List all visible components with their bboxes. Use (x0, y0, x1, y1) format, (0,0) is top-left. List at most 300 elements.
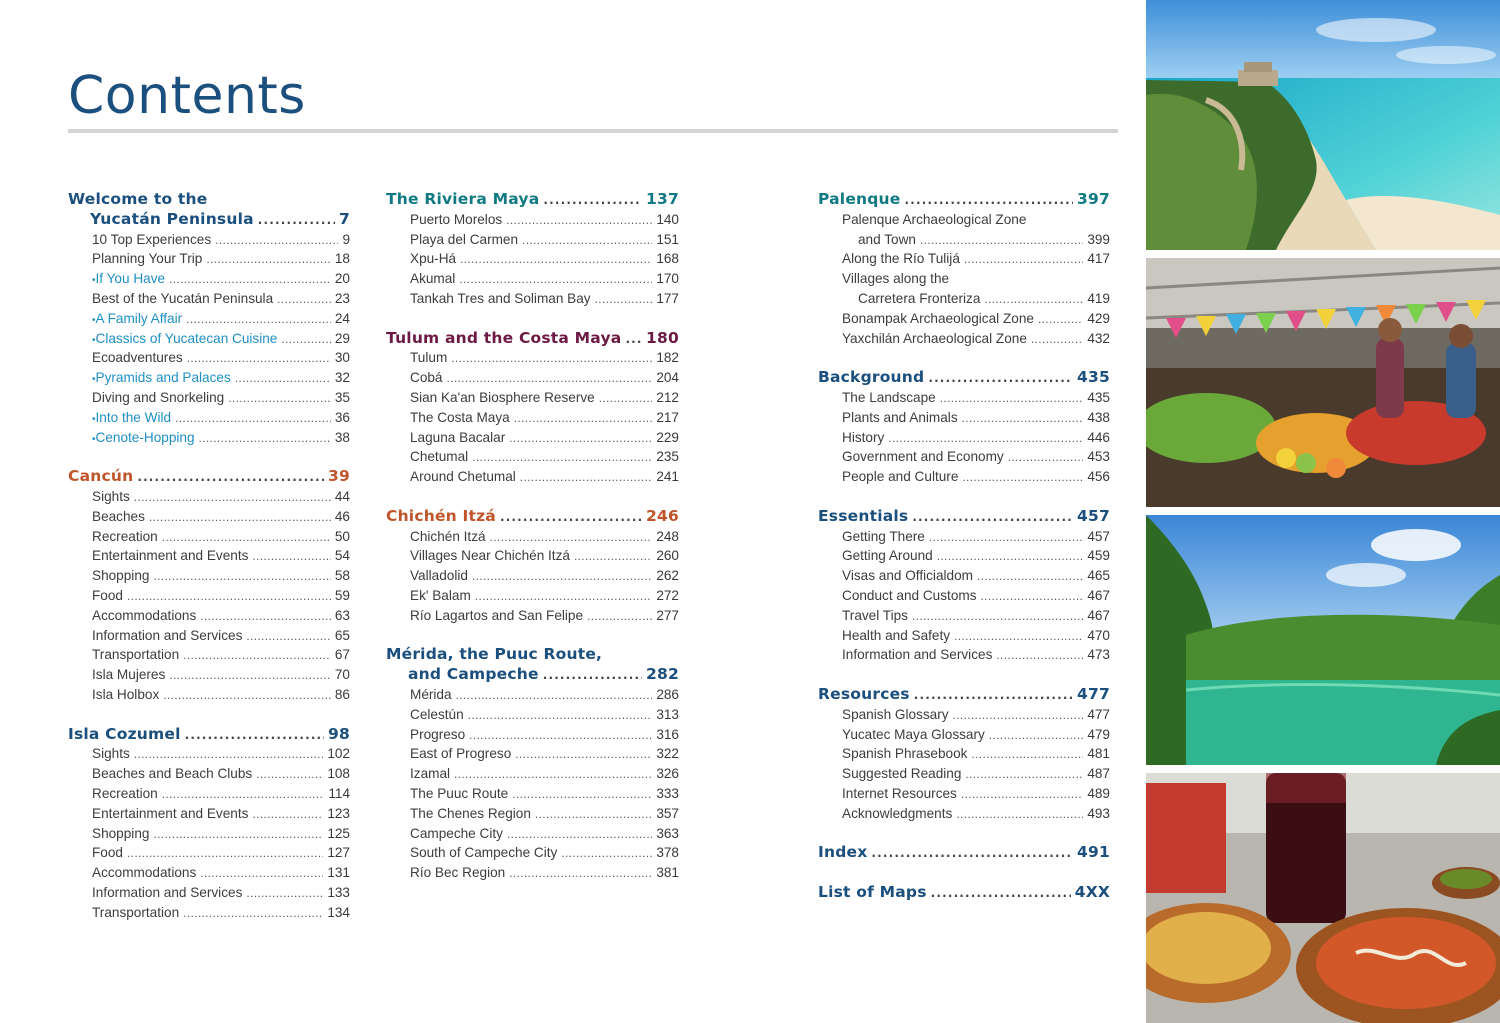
page-number: 46 (334, 508, 350, 524)
toc-entry[interactable] (818, 586, 1110, 606)
page-number: 399 (1087, 231, 1110, 247)
toc-column-3 (818, 190, 1110, 922)
dot-leader (971, 745, 1083, 765)
toc-entry[interactable] (386, 863, 679, 883)
toc-entry[interactable] (386, 368, 679, 388)
page-number: 168 (656, 251, 679, 267)
toc-entry[interactable] (818, 447, 1110, 467)
dot-leader (277, 290, 331, 310)
toc-entry[interactable] (68, 784, 350, 804)
page-number: 63 (334, 607, 350, 623)
dot-leader (535, 805, 652, 825)
section-title: Essentials (818, 506, 909, 525)
entry-label: Yucatec Maya Glossary (842, 726, 985, 742)
dot-leader (472, 567, 652, 587)
toc-entry[interactable] (68, 764, 350, 784)
dot-leader (235, 369, 331, 389)
entry-label: Around Chetumal (410, 469, 516, 485)
entry-label: Entertainment and Events (92, 548, 249, 564)
toc-entry[interactable] (818, 527, 1110, 547)
section-title: Background (818, 368, 925, 387)
entry-label: Valladolid (410, 568, 468, 584)
entry-label: Spanish Glossary (842, 706, 949, 722)
toc-feature-entry[interactable] (68, 309, 350, 329)
toc-section (818, 685, 1110, 824)
dot-leader (962, 409, 1084, 429)
toc-entry[interactable] (818, 744, 1110, 764)
dot-leader (1008, 448, 1084, 468)
page-number: 316 (656, 726, 679, 742)
entry-label: Conduct and Customs (842, 587, 977, 603)
toc-entry[interactable] (818, 784, 1110, 804)
dot-leader (587, 607, 652, 627)
entry-label: Chichén Itzá (410, 528, 486, 544)
mercado-market-photo (1146, 258, 1500, 507)
page-number: 39 (328, 467, 350, 486)
toc-entry[interactable] (68, 843, 350, 863)
page-number: 30 (334, 350, 350, 366)
toc-entry[interactable] (386, 586, 679, 606)
page-number: 58 (334, 568, 350, 584)
page-number: 481 (1087, 746, 1110, 762)
page-number: 23 (334, 290, 350, 306)
toc-entry[interactable] (386, 725, 679, 745)
toc-entry[interactable] (818, 249, 1110, 269)
entry-label: The Landscape (842, 389, 936, 405)
entry-label: The Puuc Route (410, 785, 509, 801)
entry-label: Palenque Archaeological Zone (842, 211, 1027, 227)
entry-label: If You Have (95, 271, 166, 287)
page-number: 272 (656, 587, 679, 603)
toc-entry[interactable] (818, 725, 1110, 745)
toc-section (818, 190, 1110, 348)
toc-entry[interactable] (386, 289, 679, 309)
entry-label: Beaches (92, 508, 145, 524)
dot-leader (961, 785, 1083, 805)
toc-section (818, 368, 1110, 487)
toc-entry[interactable] (818, 210, 1110, 230)
toc-entry[interactable] (818, 645, 1110, 665)
page-number: 417 (1087, 251, 1110, 267)
entry-label: Travel Tips (842, 607, 908, 623)
bullet-icon: • (92, 275, 96, 287)
page-number: 491 (1077, 843, 1110, 862)
page-number: 465 (1087, 568, 1110, 584)
toc-entry[interactable] (68, 903, 350, 923)
toc-entry[interactable] (68, 249, 350, 269)
toc-column-2 (386, 190, 679, 903)
toc-entry[interactable] (386, 447, 679, 467)
section-title: Palenque (818, 190, 901, 208)
page-number: 18 (334, 251, 350, 267)
section-heading-link[interactable] (386, 665, 679, 685)
dot-leader (451, 349, 652, 369)
entry-label: Into the Wild (95, 409, 172, 425)
dot-leader (962, 468, 1083, 488)
toc-entry[interactable] (68, 645, 350, 665)
toc-feature-entry[interactable] (68, 408, 350, 428)
page-number: 125 (327, 825, 350, 841)
dot-leader (914, 686, 1073, 706)
entry-label: Classics of Yucatecan Cuisine (95, 330, 278, 346)
dot-leader (215, 231, 338, 251)
toc-entry[interactable] (68, 566, 350, 586)
dot-leader (460, 250, 652, 270)
entry-label: Ek' Balam (410, 587, 471, 603)
toc-entry[interactable] (68, 824, 350, 844)
toc-entry[interactable] (68, 685, 350, 705)
dot-leader (127, 587, 331, 607)
dot-leader (1031, 330, 1083, 350)
page-number: 241 (656, 469, 679, 485)
entry-label: Akumal (410, 271, 456, 287)
entry-label: Accommodations (92, 607, 197, 623)
dot-leader (169, 666, 331, 686)
page-number: 432 (1087, 330, 1110, 346)
toc-feature-entry[interactable] (68, 269, 350, 289)
entry-label: Government and Economy (842, 449, 1004, 465)
toc-entry[interactable] (386, 230, 679, 250)
dot-leader (153, 567, 330, 587)
page-number: 438 (1087, 409, 1110, 425)
toc-entry[interactable] (386, 566, 679, 586)
toc-entry[interactable] (386, 210, 679, 230)
toc-entry[interactable] (386, 804, 679, 824)
toc-entry[interactable] (818, 329, 1110, 349)
dot-leader (996, 646, 1083, 666)
entry-label: Chetumal (410, 449, 469, 465)
toc-entry[interactable] (386, 388, 679, 408)
toc-entry[interactable] (386, 744, 679, 764)
dot-leader (981, 587, 1084, 607)
toc-entry[interactable] (68, 546, 350, 566)
toc-entry[interactable] (386, 269, 679, 289)
title-rule (68, 129, 1118, 133)
toc-entry[interactable] (818, 804, 1110, 824)
entry-label: Beaches and Beach Clubs (92, 766, 253, 782)
page-number: 9 (342, 231, 350, 247)
toc-feature-entry[interactable] (68, 428, 350, 448)
toc-entry[interactable] (818, 606, 1110, 626)
dot-leader (500, 508, 642, 528)
page-number: 435 (1087, 389, 1110, 405)
toc-entry[interactable] (818, 764, 1110, 784)
dot-leader (928, 369, 1073, 389)
page-number: 489 (1087, 785, 1110, 801)
entry-label: Sian Ka'an Biosphere Reserve (410, 389, 595, 405)
toc-entry[interactable] (818, 626, 1110, 646)
section-heading-link[interactable] (386, 507, 679, 527)
page-number: 477 (1077, 684, 1110, 703)
page-number: 151 (656, 231, 679, 247)
page-number: 487 (1087, 766, 1110, 782)
toc-entry[interactable] (818, 309, 1110, 329)
dot-leader (920, 231, 1083, 251)
section-heading-line[interactable] (386, 645, 679, 665)
yucatecan-food-photo (1146, 773, 1500, 1023)
dot-leader (162, 528, 331, 548)
entry-label: Planning Your Trip (92, 251, 203, 267)
section-heading-link[interactable] (818, 883, 1110, 903)
entry-label: Isla Mujeres (92, 667, 166, 683)
toc-entry[interactable] (818, 388, 1110, 408)
toc-entry[interactable] (386, 408, 679, 428)
dot-leader (984, 290, 1083, 310)
dot-leader (153, 825, 323, 845)
dot-leader (561, 844, 652, 864)
page-number: 127 (327, 845, 350, 861)
dot-leader (953, 706, 1084, 726)
toc-entry[interactable] (68, 348, 350, 368)
page-number: 137 (646, 190, 679, 208)
dot-leader (199, 429, 331, 449)
toc-entry[interactable] (68, 388, 350, 408)
toc-entry[interactable] (386, 705, 679, 725)
entry-label: History (842, 429, 885, 445)
toc-entry[interactable] (386, 348, 679, 368)
entry-label: Playa del Carmen (410, 231, 519, 247)
entry-label: and Town (858, 231, 916, 247)
section-heading-link[interactable] (386, 190, 679, 210)
page-number: 493 (1087, 805, 1110, 821)
toc-section (68, 190, 350, 447)
dot-leader (506, 211, 652, 231)
dot-leader (956, 805, 1083, 825)
dot-leader (469, 726, 652, 746)
toc-entry[interactable] (68, 606, 350, 626)
entry-label: Río Lagartos and San Felipe (410, 607, 584, 623)
section-title: Tulum and the Costa Maya (386, 328, 622, 347)
toc-entry[interactable] (386, 546, 679, 566)
page-number: 133 (327, 884, 350, 900)
toc-entry[interactable] (68, 586, 350, 606)
toc-entry[interactable] (68, 289, 350, 309)
dot-leader (507, 825, 652, 845)
toc-entry[interactable] (68, 527, 350, 547)
dot-leader (475, 587, 653, 607)
entry-label: Getting There (842, 528, 925, 544)
entry-label: Recreation (92, 785, 158, 801)
toc-entry[interactable] (818, 705, 1110, 725)
dot-leader (200, 864, 323, 884)
page-number: 114 (328, 785, 350, 801)
page-number: 473 (1087, 647, 1110, 663)
dot-leader (912, 607, 1083, 627)
toc-entry[interactable] (818, 566, 1110, 586)
dot-leader (515, 745, 652, 765)
page-number: 98 (328, 724, 350, 743)
entry-label: Puerto Morelos (410, 211, 503, 227)
toc-entry[interactable] (386, 428, 679, 448)
page-number: 435 (1077, 368, 1110, 387)
section-heading-link[interactable] (818, 190, 1110, 210)
dot-leader (509, 429, 652, 449)
toc-entry[interactable] (818, 269, 1110, 289)
entry-label: The Chenes Region (410, 805, 531, 821)
page-number: 246 (646, 506, 679, 525)
entry-label: Information and Services (92, 884, 243, 900)
page-number: 286 (656, 686, 679, 702)
dot-leader (931, 884, 1071, 904)
section-heading-link[interactable] (386, 329, 679, 349)
toc-entry[interactable] (818, 289, 1110, 309)
toc-entry[interactable] (68, 804, 350, 824)
section-heading-link[interactable] (818, 685, 1110, 705)
entry-label: Food (92, 845, 123, 861)
entry-label: Xpu-Há (410, 251, 457, 267)
toc-entry[interactable] (386, 527, 679, 547)
entry-label: Izamal (410, 766, 451, 782)
page-number: 459 (1087, 548, 1110, 564)
entry-label: Celestún (410, 706, 464, 722)
dot-leader (940, 389, 1084, 409)
page-number: 170 (656, 271, 679, 287)
section-title: List of Maps (818, 882, 927, 901)
entry-label: Plants and Animals (842, 409, 958, 425)
toc-entry[interactable] (386, 784, 679, 804)
dot-leader (183, 904, 323, 924)
dot-leader (888, 429, 1083, 449)
section-heading-link[interactable] (818, 843, 1110, 863)
toc-entry[interactable] (68, 626, 350, 646)
dot-leader (206, 250, 331, 270)
toc-entry[interactable] (818, 546, 1110, 566)
toc-entry[interactable] (386, 824, 679, 844)
dot-leader (977, 567, 1083, 587)
page-number: 86 (334, 686, 350, 702)
toc-section (68, 467, 350, 705)
page-number: 479 (1087, 726, 1110, 742)
toc-entry[interactable] (386, 606, 679, 626)
section-title: Isla Cozumel (68, 724, 181, 743)
toc-entry[interactable] (68, 507, 350, 527)
toc-feature-entry[interactable] (68, 329, 350, 349)
entry-label: Villages along the (842, 271, 950, 287)
entry-label: Pyramids and Palaces (95, 370, 231, 386)
dot-leader (175, 409, 331, 429)
page-number: 381 (656, 865, 679, 881)
dot-leader (183, 646, 331, 666)
page-number: 29 (334, 330, 350, 346)
page-number: 36 (334, 409, 350, 425)
section-heading-link[interactable] (68, 467, 350, 487)
toc-entry[interactable] (386, 249, 679, 269)
page-number: 7 (339, 209, 350, 228)
toc-entry[interactable] (68, 230, 350, 250)
page-number: 456 (1087, 469, 1110, 485)
dot-leader (149, 508, 331, 528)
toc-entry[interactable] (818, 408, 1110, 428)
entry-label: Transportation (92, 647, 180, 663)
toc-entry[interactable] (818, 230, 1110, 250)
entry-label: East of Progreso (410, 746, 512, 762)
page-number: 217 (656, 409, 679, 425)
page-number: 467 (1087, 607, 1110, 623)
toc-section (818, 843, 1110, 863)
page-number: 32 (334, 370, 350, 386)
entry-label: Yaxchilán Archaeological Zone (842, 330, 1027, 346)
page-number: 44 (334, 488, 350, 504)
section-heading-link[interactable] (68, 725, 350, 745)
dot-leader (871, 844, 1073, 864)
page-number: 457 (1087, 528, 1110, 544)
dot-leader (447, 369, 653, 389)
toc-section (818, 883, 1110, 903)
page-number: 429 (1087, 310, 1110, 326)
entry-label: Ecoadventures (92, 350, 183, 366)
dot-leader (258, 211, 335, 231)
entry-label: 10 Top Experiences (92, 231, 212, 247)
section-heading-link[interactable] (818, 507, 1110, 527)
toc-entry[interactable] (68, 487, 350, 507)
dot-leader (252, 547, 330, 567)
toc-entry[interactable] (386, 685, 679, 705)
toc-entry[interactable] (68, 863, 350, 883)
entry-label: Getting Around (842, 548, 933, 564)
bullet-icon: • (92, 413, 96, 425)
toc-entry[interactable] (818, 467, 1110, 487)
page-number: 212 (656, 389, 679, 405)
dot-leader (185, 726, 324, 746)
dot-leader (543, 191, 642, 211)
toc-entry[interactable] (68, 883, 350, 903)
entry-label: Internet Resources (842, 785, 957, 801)
page-number: 180 (646, 328, 679, 347)
dot-leader (246, 884, 323, 904)
toc-entry[interactable] (386, 843, 679, 863)
entry-label: Information and Services (92, 627, 243, 643)
dot-leader (509, 864, 652, 884)
page-title: Contents (68, 66, 306, 126)
dot-leader (599, 389, 653, 409)
page-number: 54 (334, 548, 350, 564)
entry-label: Entertainment and Events (92, 805, 249, 821)
section-heading-link[interactable] (818, 368, 1110, 388)
entry-label: Sights (92, 488, 130, 504)
toc-feature-entry[interactable] (68, 368, 350, 388)
entry-label: Recreation (92, 528, 158, 544)
entry-label: Health and Safety (842, 627, 951, 643)
page-number: 123 (327, 805, 350, 821)
cenote-jungle-photo (1146, 515, 1500, 765)
section-heading-line[interactable] (68, 190, 350, 210)
toc-entry[interactable] (386, 764, 679, 784)
dot-leader (134, 745, 324, 765)
dot-leader (490, 528, 653, 548)
toc-entry[interactable] (386, 467, 679, 487)
entry-label: Isla Holbox (92, 686, 160, 702)
dot-leader (256, 765, 323, 785)
section-heading-link[interactable] (68, 210, 350, 230)
toc-entry[interactable] (818, 428, 1110, 448)
entry-label: Shopping (92, 568, 150, 584)
page-number: 262 (656, 568, 679, 584)
dot-leader (543, 666, 642, 686)
tulum-ruins-beach-photo (1146, 0, 1500, 250)
page-number: 277 (656, 607, 679, 623)
dot-leader (281, 330, 331, 350)
entry-label: Suggested Reading (842, 766, 962, 782)
page-number: 108 (327, 766, 350, 782)
page-number: 326 (656, 766, 679, 782)
page-number: 419 (1087, 290, 1110, 306)
dot-leader (512, 785, 652, 805)
dot-leader (965, 765, 1083, 785)
toc-entry[interactable] (68, 744, 350, 764)
entry-label: Bonampak Archaeological Zone (842, 310, 1034, 326)
page-number: 248 (656, 528, 679, 544)
toc-entry[interactable] (68, 665, 350, 685)
